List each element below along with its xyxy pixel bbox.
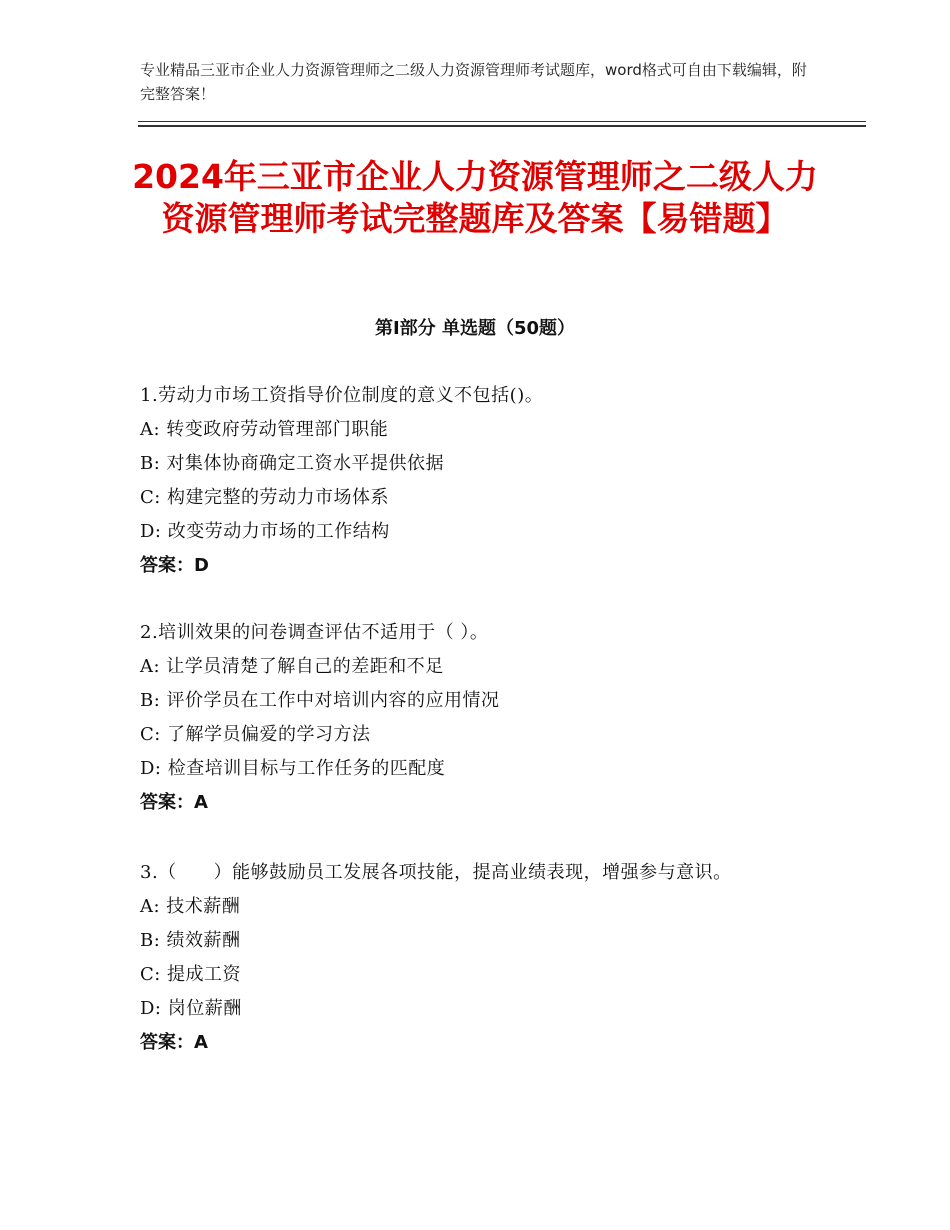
question-stem: 3.（ ）能够鼓励员工发展各项技能，提高业绩表现，增强参与意识。 xyxy=(140,862,732,883)
option-d: D: 检查培训目标与工作任务的匹配度 xyxy=(140,758,446,779)
header-divider-thick xyxy=(138,125,866,127)
option-b: B: 对集体协商确定工资水平提供依据 xyxy=(140,453,445,474)
answer-label: 答案： xyxy=(140,555,194,576)
option-b: B: 绩效薪酬 xyxy=(140,930,241,951)
section-heading: 第Ⅰ部分 单选题（50题） xyxy=(374,318,575,339)
header-note: 专业精品三亚市企业人力资源管理师之二级人力资源管理师考试题库，word格式可自由下载编辑，附完整答案！ xyxy=(140,61,807,103)
question-3 xyxy=(140,856,810,1060)
answer-label: 答案： xyxy=(140,792,194,813)
answer-value: A xyxy=(194,792,208,813)
question-1 xyxy=(140,379,810,583)
option-c: C: 构建完整的劳动力市场体系 xyxy=(140,487,390,508)
option-d: D: 改变劳动力市场的工作结构 xyxy=(140,521,390,542)
question-stem: 1.劳动力市场工资指导价位制度的意义不包括()。 xyxy=(140,385,544,406)
option-a: A: 让学员清楚了解自己的差距和不足 xyxy=(140,656,444,677)
option-a: A: 转变政府劳动管理部门职能 xyxy=(140,419,389,440)
question-stem: 2.培训效果的问卷调查评估不适用于（ ）。 xyxy=(140,622,489,643)
document-title: 2024年三亚市企业人力资源管理师之二级人力资源管理师考试完整题库及答案【易错题】 xyxy=(132,157,818,238)
option-b: B: 评价学员在工作中对培训内容的应用情况 xyxy=(140,690,500,711)
answer-line xyxy=(140,1026,810,1060)
answer-line xyxy=(140,549,810,583)
option-c: C: 了解学员偏爱的学习方法 xyxy=(140,724,371,745)
answer-label: 答案： xyxy=(140,1032,194,1053)
option-c: C: 提成工资 xyxy=(140,964,242,985)
option-d: D: 岗位薪酬 xyxy=(140,998,242,1019)
question-2 xyxy=(140,616,810,820)
answer-value: A xyxy=(194,1032,208,1053)
answer-value: D xyxy=(194,555,209,576)
answer-line xyxy=(140,786,810,820)
option-a: A: 技术薪酬 xyxy=(140,896,241,917)
header-divider-thin xyxy=(138,121,866,122)
